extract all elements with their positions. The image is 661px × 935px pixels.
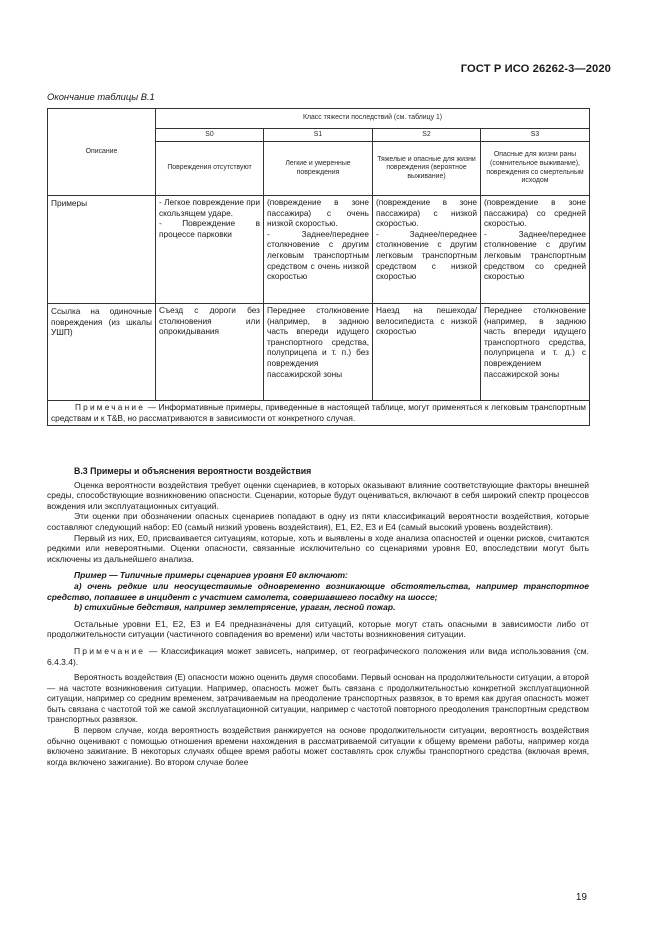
row-label-examples: Примеры [48,196,156,304]
desc-header: Описание [48,109,156,196]
example-block [47,570,589,612]
cell-s2-examples: (повреждение в зоне пассажира) с низкой скоростью. - Заднее/переднее столкновение с другим легковым транспортным средством с низкой скоростью [373,196,481,304]
cell-s1-examples: (повреждение в зоне пассажира) с очень низкой скоростью. - Заднее/переднее столкновение с другим легковым транспортным средством с очень низкой скоростью [264,196,373,304]
table-row [48,304,590,401]
row-label-single-injuries: Ссылка на одиночные повреждения (из шкалы УШП) [48,304,156,401]
table-caption: Окончание таблицы В.1 [47,91,155,102]
cell-s3-single: Переднее столкновение (например, в заднюю часть впереди идущего транспортного средства, полуприцепа и т. д.) с повреждением пассажирской зоны [481,304,590,401]
note2-text: — Классификация может зависеть, например, от географического положения или вида использования (см. 6.4.3.4). [47,645,589,667]
paragraph: Первый из них, E0, присваивается ситуациям, которые, хоть и выявлены в ходе анализа опасностей и оценки рисков, считаются редкими или невероятными. Оценки опасности, связанные исключительно со сценариями уровня E0, впоследствии могут быть исключены из дальнейшего анализа. [47,532,589,564]
paragraph: Остальные уровни E1, E2, E3 и E4 предназначены для ситуаций, которые могут стать опасными в зависимости либо от продолжительности ситуации (частичного совпадения во времени) или частоты возникновения ситуации. [47,618,589,640]
section-b3 [47,466,589,768]
s2-description: Тяжелые и опасные для жизни повреждения (вероятное выживание) [373,142,481,196]
s1-description: Легкие и умеренные повреждения [264,142,373,196]
severity-examples-table [47,108,590,426]
s3-description: Опасные для жизни раны (сомнительное выживание), повреждения со смертельным исходом [481,142,590,196]
table-note [48,401,590,426]
section-title: В.3 Примеры и объяснения вероятности воздействия [74,466,312,476]
standard-header: ГОСТ Р ИСО 26262-3—2020 [460,63,611,75]
cell-s2-single: Наезд на пешехода/велосипедиста с низкой скоростью [373,304,481,401]
s1-label: S1 [264,129,373,142]
page-number: 19 [575,892,587,903]
note-2 [47,646,589,667]
cell-s1-single: Переднее столкновение (например, в заднюю часть впереди идущего транспортного средства, полуприцепа и т. п.) без повреждения пассажирской зоны [264,304,373,401]
note-text: — Информативные примеры, приведенные в настоящей таблице, могут применяться к легковым транспортным средствам и к T&B, но рассматриваются в зависимости от конкретного случая. [51,402,587,423]
severity-class-header: Класс тяжести последствий (см. таблицу 1) [156,109,590,129]
example-intro: Пример — Типичные примеры сценариев уровня E0 включают: [74,570,348,581]
s0-description: Повреждения отсутствуют [156,142,264,196]
example-b: b) стихийные бедствия, например землетрясение, ураган, лесной пожар. [74,602,396,613]
table-row [48,196,590,304]
note2-label: Примечание [74,645,146,656]
paragraph: Эти оценки при обозначении опасных сценариев попадают в одну из пяти классификаций вероятности воздействия, которые составляют следующий набор: E0 (самый низкий уровень воздействия), E1, E2, E3 и E4 (самый высокий уровень воздействия). [47,511,589,532]
example-a: a) очень редкие или неосуществимые одновременно возникающие обстоятельства, например транспортное средство, попавшее в инцидент с участием самолета, совершавшего посадку на шоссе; [47,580,589,602]
s2-label: S2 [373,129,481,142]
paragraph: Оценка вероятности воздействия требует оценки сценариев, в которых оказывают влияние соответствующие факторы внешней среды, способствующие возникновению опасности. Сценарии, которые будут оцениваться, включают в себя широкий спектр процессов вождения или эксплуатационных ситуаций. [47,479,589,511]
paragraph: В первом случае, когда вероятность воздействия ранжируется на основе продолжительности ситуации, вероятность воздействия обычно оценивают с помощью отношения времени нахождения в рассматриваемой ситуации к общему времени работы, например когда включено зажигание. В некоторых случаях общее время работы может составлять срок службы транспортного средства (включая время, когда включено зажигание). Во втором случае более [47,726,589,767]
s0-label: S0 [156,129,264,142]
cell-s0-single: Съезд с дороги без столкновения или опрокидывания [156,304,264,401]
s3-label: S3 [481,129,590,142]
paragraph: Вероятность воздействия (E) опасности можно оценить двумя способами. Первый основан на продолжительности ситуации, а второй — на частоте возникновения ситуации. Например, опасность может быть связана с продолжительностью конкретной эксплуатационной ситуации, например со средним временем, затрачиваемым на преодоление транспортных развязок, в то время как другая опасность может быть связана с частотой той же самой эксплуатационной ситуации, например с частотой повторного преодоления транспортным средством транспортных развязок. [47,673,589,725]
cell-s3-examples: (повреждение в зоне пассажира) со средней скоростью. - Заднее/переднее столкновение с другим легковым транспортным средством со средней скоростью [481,196,590,304]
note-label: Примечание [75,402,146,412]
cell-s0-examples: - Легкое повреждение при скользящем ударе. - Повреждение в процессе парковки [156,196,264,304]
